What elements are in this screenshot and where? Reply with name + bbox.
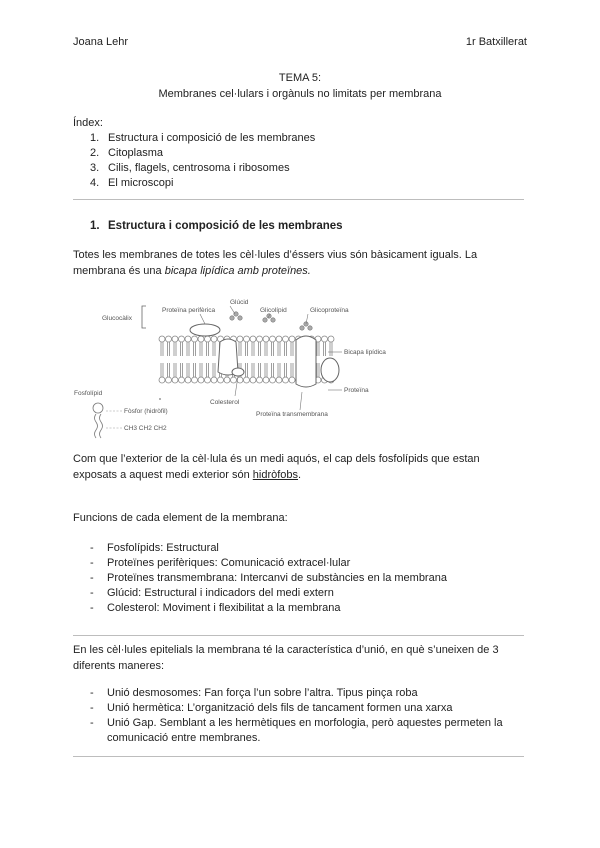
divider <box>73 756 524 757</box>
phospholipid-head <box>244 377 250 383</box>
list-item: - Unió hermètica: L’organització dels fils de tancament formen una xarxa <box>90 702 453 714</box>
list-item: - Glúcid: Estructural i indicadors del medi extern <box>90 587 334 599</box>
phospholipid-head <box>270 377 276 383</box>
phospholipid-head <box>218 377 224 383</box>
list-item: - Proteïnes transmembrana: Intercanvi de substàncies en la membrana <box>90 572 447 584</box>
phospholipid-head <box>276 377 282 383</box>
cholesterol <box>232 368 244 376</box>
phospholipid-head <box>185 377 191 383</box>
phospholipid-head <box>250 377 256 383</box>
divider <box>73 199 524 200</box>
label-glucocalix: Glucocàlix <box>102 315 132 322</box>
index-item: 2. Citoplasma <box>90 147 164 159</box>
phospholipid-head <box>166 377 172 383</box>
list-item: - Fosfolípids: Estructural <box>90 542 219 554</box>
label-proteina: Proteïna <box>344 387 369 394</box>
phospholipid-head <box>205 377 211 383</box>
label-colesterol: Colesterol <box>210 399 240 406</box>
list-item: - Unió desmosomes: Fan força l’un sobre l’altra. Tipus pinça roba <box>90 687 418 699</box>
phospholipid-head <box>211 336 217 342</box>
label-fosfolipid: Fosfolípid <box>74 390 103 397</box>
phospholipid-head <box>250 336 256 342</box>
phospholipid-head <box>289 377 295 383</box>
phospholipid-head <box>283 336 289 342</box>
phospholipid-head <box>231 377 237 383</box>
phospholipid-head <box>159 377 165 383</box>
label-glicolipid: Glicolípid <box>260 307 287 314</box>
list-item: - Colesterol: Moviment i flexibilitat a la membrana <box>90 602 341 614</box>
label-glucid: Glúcid <box>230 299 249 306</box>
phospholipid-head <box>289 336 295 342</box>
phospholipid-head <box>179 377 185 383</box>
intro-paragraph: Totes les membranes de totes les cèl·lules d’éssers vius són bàsicament iguals. La membrana és una bicapa lipídica amb proteïnes. <box>73 249 478 277</box>
phospholipid-head <box>257 377 263 383</box>
label-glicoproteina: Glicoproteïna <box>310 307 349 314</box>
phospholipid-head <box>172 377 178 383</box>
phospholipid-head <box>322 336 328 342</box>
phospholipid-head <box>205 336 211 342</box>
glycan-chains <box>230 312 312 330</box>
index-item: 3. Cilis, flagels, centrosoma i ribosomes <box>90 162 290 174</box>
unions-list <box>73 686 533 746</box>
functions-label: Funcions de cada element de la membrana: <box>73 512 288 524</box>
header-course: 1r Batxillerat <box>465 36 527 48</box>
protein <box>321 358 339 382</box>
list-item: - Proteïnes perifèriques: Comunicació extracel·lular <box>90 557 351 569</box>
phospholipid-head <box>237 336 243 342</box>
phospholipid-head <box>192 336 198 342</box>
phospholipid-head <box>263 336 269 342</box>
functions-list <box>73 541 533 616</box>
phospholipid-head <box>179 336 185 342</box>
label-hidrofob: CH3 CH2 CH2 <box>124 425 167 432</box>
phospholipid-head <box>328 336 334 342</box>
phospholipid-head <box>198 377 204 383</box>
phospholipid-head <box>159 336 165 342</box>
phospholipid-head <box>283 377 289 383</box>
label-transmembrana: Proteïna transmembrana <box>256 411 328 418</box>
page-subtitle: Membranes cel·lulars i orgànuls no limitats per membrana <box>158 88 442 100</box>
phospholipid-head <box>257 336 263 342</box>
index-item: 1. Estructura i composició de les membranes <box>90 132 316 144</box>
paragraph-exterior: Com que l’exterior de la cèl·lula és un medi aquós, el cap dels fosfolípids que estan exposats a aquest medi exterior són hidròfobs. <box>73 453 480 481</box>
label-hidrofil: Fòsfor (hidròfil) <box>124 408 168 415</box>
phospholipid-head <box>276 336 282 342</box>
phospholipid-head <box>244 336 250 342</box>
peripheral-protein <box>190 324 220 336</box>
phospholipid-head <box>211 377 217 383</box>
header-author: Joana Lehr <box>73 36 129 48</box>
label-peripheral-protein: Proteïna perifèrica <box>162 307 216 314</box>
index-item: 4. El microscopi <box>90 177 174 189</box>
section-heading: 1. Estructura i composició de les membranes <box>90 220 343 232</box>
list-item: - Unió Gap. Semblant a les hermètiques en morfologia, però aquestes permeten la comunicació entre membranes. <box>90 717 503 744</box>
unions-paragraph: En les cèl·lules epitelials la membrana té la característica d’unió, en què s’uneixen de 3 diferents maneres: <box>73 644 499 672</box>
index-label: Índex: <box>73 117 103 129</box>
phospholipid-head <box>263 377 269 383</box>
phospholipid-head <box>192 377 198 383</box>
label-bicapa: Bicapa lipídica <box>344 349 386 356</box>
phospholipid-head <box>198 336 204 342</box>
phospholipid-head <box>185 336 191 342</box>
membrane-diagram <box>70 290 390 445</box>
phospholipid-head <box>270 336 276 342</box>
phospholipid-head <box>172 336 178 342</box>
phospholipid-head <box>166 336 172 342</box>
divider <box>73 635 524 636</box>
transmembrane-protein <box>296 336 316 387</box>
phospholipid-head <box>224 377 230 383</box>
index-list <box>90 131 315 191</box>
page-title: TEMA 5: <box>278 72 322 84</box>
